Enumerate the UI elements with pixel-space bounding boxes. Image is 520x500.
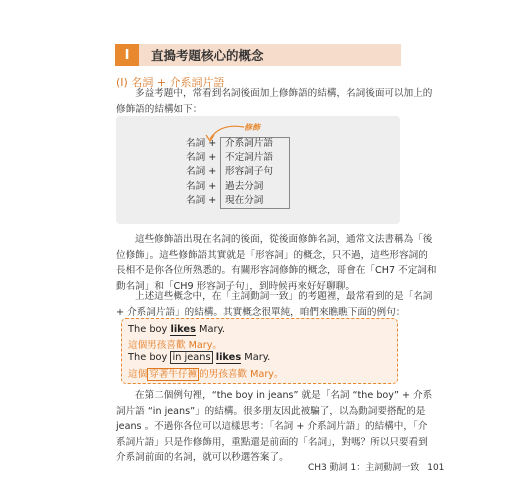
modifier-item: 介系詞片語 xyxy=(225,138,273,149)
noun-item: 名詞 + xyxy=(186,166,217,178)
text-line: 詞片語 “in jeans”」的結構。很多朋友因此被騙了，以為動詞要搭配的是 xyxy=(116,405,426,417)
modifier-item: 形容詞子句 xyxy=(225,166,273,178)
paragraph-explanation xyxy=(116,388,433,466)
intro-paragraph xyxy=(116,86,433,117)
example-text: The boy xyxy=(128,352,171,363)
noun-item: 名詞 + xyxy=(186,194,217,206)
example-verb: likes xyxy=(170,324,196,335)
example-text: Mary. xyxy=(195,324,226,335)
section-title: 直搗考題核心的概念 xyxy=(151,48,264,63)
example-sentence-2 xyxy=(128,352,270,363)
section-number: I xyxy=(115,44,139,66)
paragraph-postmodifier xyxy=(116,232,437,294)
text-line: 修飾語的結構如下： xyxy=(116,103,203,115)
example-translation-2 xyxy=(128,366,284,380)
example-zh-phrase: 穿著牛仔褲 xyxy=(149,369,198,380)
page-footer xyxy=(308,460,444,473)
paragraph-agreement xyxy=(116,289,433,320)
text-line: 這些修飾語出現在名詞的後面，從後面修飾名詞，通常文法書稱為「後 xyxy=(135,234,433,245)
text-line: 介系詞前面的名詞，就可以秒選答案了。 xyxy=(116,452,289,463)
modifier-label: 修飾 xyxy=(244,123,260,132)
modifier-item: 不定詞片語 xyxy=(225,152,273,164)
example-translation-1: 這個男孩喜歡 Mary。 xyxy=(128,340,222,351)
noun-item: 名詞 + xyxy=(186,152,217,164)
example-zh-text: 這個 xyxy=(128,369,148,380)
text-line: 系詞片語」只是作修飾用，重點還是前面的「名詞」，對嗎？所以只要看到 xyxy=(116,436,428,448)
subheading: (I) 名詞 + 介系詞片語 xyxy=(116,76,225,89)
text-line: jeans 。不過你各位可以這樣思考：「名詞 + 介系詞片語」的結構中，「介 xyxy=(116,421,428,432)
text-line: 長相不是你各位所熟悉的。有關形容詞修飾的概念，哥會在「CH7 不定詞和 xyxy=(116,265,437,276)
section-header xyxy=(115,44,401,66)
noun-item: 名詞 + xyxy=(186,138,217,149)
text-line: 在第二個例句裡，“the boy in jeans” 就是「名詞 “the boy” + 介系 xyxy=(135,390,433,401)
text-line: 位修飾」。這些修飾語其實就是「形容詞」的概念，只不過，這些形容詞的 xyxy=(116,249,428,261)
chapter-label: CH3 動詞 1：主詞動詞一致 xyxy=(308,463,420,473)
example-text: Mary. xyxy=(241,352,271,363)
modifier-item: 現在分詞 xyxy=(225,194,264,206)
noun-item: 名詞 + xyxy=(186,180,217,192)
page-number: 101 xyxy=(427,463,445,473)
example-zh-text: 的男孩喜歡 Mary。 xyxy=(199,369,284,380)
text-line: 動名詞」和「CH9 形容詞子句」，到時候再來好好聊聊。 xyxy=(116,280,355,292)
example-text: The boy xyxy=(128,324,171,335)
example-sentence-1 xyxy=(128,324,225,335)
text-line: + 介系詞片語」的結構。其實概念很單純，咱們來瞧瞧下面的例句： xyxy=(116,306,406,318)
text-line: 上述這些概念中，在「主詞動詞一致」的考題裡，最常看到的是「名詞 xyxy=(135,291,433,302)
example-verb: likes xyxy=(215,352,242,363)
modifier-item: 過去分詞 xyxy=(225,180,264,192)
example-phrase: in jeans xyxy=(172,352,211,363)
modifier-column xyxy=(225,137,290,208)
text-line: 多益考題中，常看到名詞後面加上修飾語的結構，名詞後面可以加上的 xyxy=(135,88,433,99)
